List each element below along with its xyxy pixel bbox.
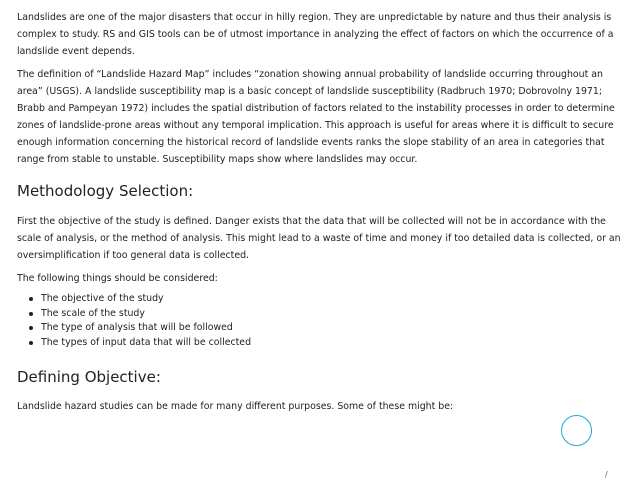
circle-button[interactable] [561,415,592,446]
document-page [17,9,621,415]
considerations-intro: The following things should be considered: [17,273,218,284]
objective-heading: Defining Objective: [17,368,161,386]
objective-paragraph: Landslide hazard studies can be made for many different purposes. Some of these might be: [17,401,454,412]
definition-paragraph: The definition of “Landslide Hazard Map” includes “zonation showing annual probability of landslide occurring throughout an area” (USGS). A landslide susceptibility map is a basic concept of landslide susceptibility (Radbruch 1970; Dobrovolny 1971; Brabb and Pampeyan 1972) includes the spatial distribution of factors related to the instability processes in order to determine zones of landslide-prone areas without any temporal implication. This approach is useful for areas where it is difficult to secure enough information concerning the historical record of landslide events ranks the slope stability of an area in categories that range from stable to unstable. Susceptibility maps show where landslides may occur. [17,69,615,165]
methodology-heading: Methodology Selection: [17,182,194,200]
intro-paragraph: Landslides are one of the major disasters that occur in hilly region. They are unpredictable by nature and thus their analysis is complex to study. RS and GIS tools can be of utmost importance in analyzing the effect of factors on which the occurrence of a landslide event depends. [17,12,614,57]
considerations-list [17,292,621,350]
list-item: The scale of the study [41,307,621,322]
list-item: The types of input data that will be collected [41,336,621,351]
methodology-paragraph: First the objective of the study is defined. Danger exists that the data that will be collected will not be in accordance with the scale of analysis, or the method of analysis. This might lead to a waste of time and money if too detailed data is collected, or an oversimplification if too general data is collected. [17,216,621,261]
list-item: The objective of the study [41,292,621,307]
page-marker: / [605,470,608,479]
list-item: The type of analysis that will be followed [41,321,621,336]
